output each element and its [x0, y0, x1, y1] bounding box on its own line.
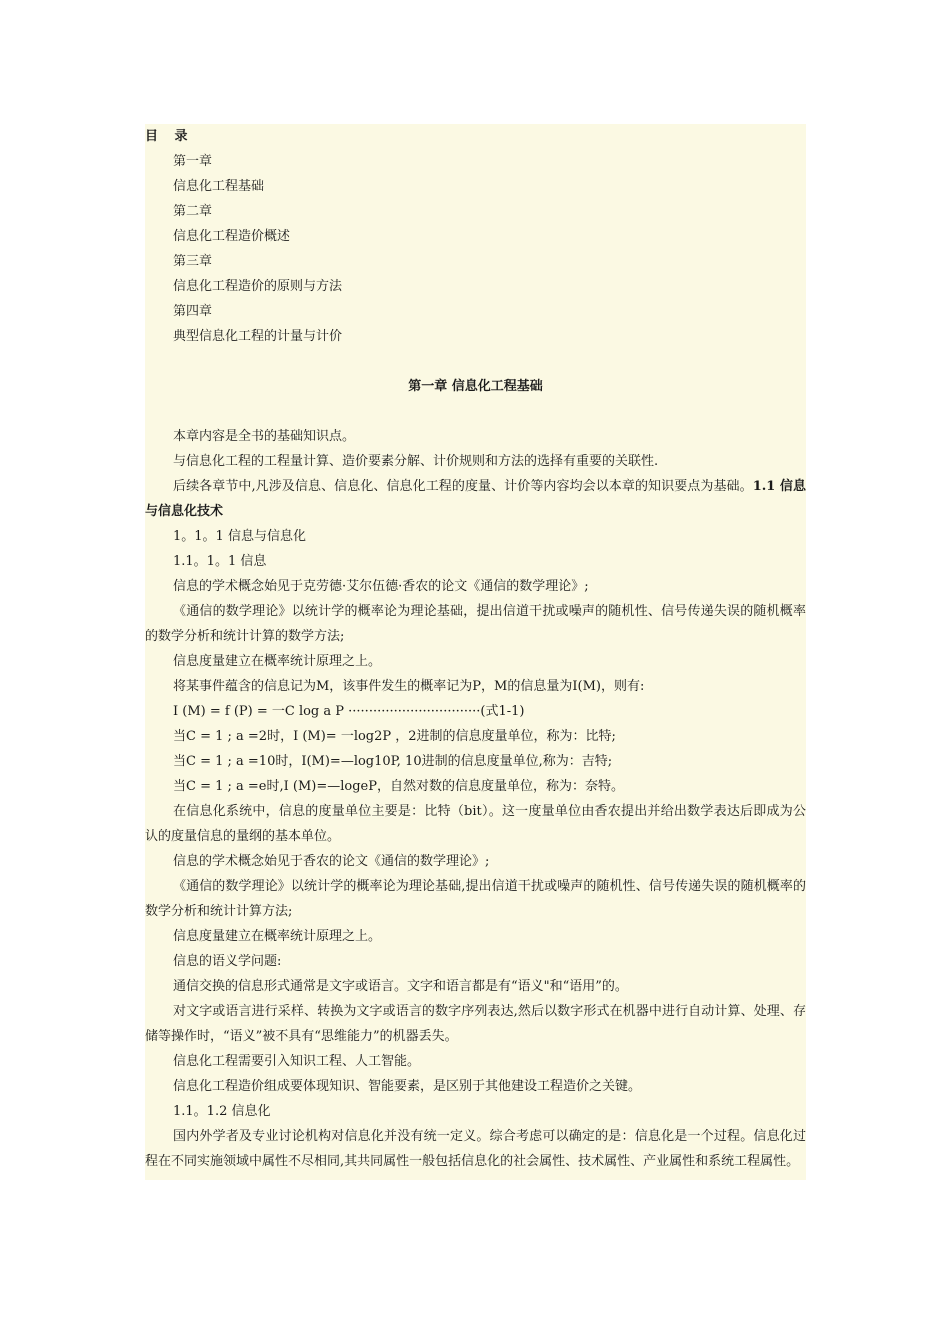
- section-heading: 1.1 信息与信息化技术: [145, 479, 806, 519]
- paragraph: 信息的语义学问题:: [173, 954, 282, 969]
- paragraph: 将某事件蕴含的信息记为M，该事件发生的概率记为P，M的信息量为I(M)，则有:: [173, 679, 645, 694]
- subsection-heading: 1。1。1 信息与信息化: [173, 529, 306, 544]
- paragraph: 《通信的数学理论》以统计学的概率论为理论基础，提出信道干扰或噪声的随机性、信号传递失误的随机概率的数学分析和统计计算的数学方法;: [145, 604, 806, 644]
- paragraph: 通信交换的信息形式通常是文字或语言。文字和语言都是有“语义"和“语用”的。: [173, 979, 628, 994]
- document-content: [145, 124, 806, 1180]
- chapter-title: 第一章 信息化工程基础: [408, 379, 543, 394]
- toc-item: 第三章: [173, 254, 213, 269]
- paragraph: 信息的学术概念始见于香农的论文《通信的数学理论》;: [173, 854, 490, 869]
- toc-item: 第二章: [173, 204, 213, 219]
- subsubsection-heading: 1.1。1.2 信息化: [173, 1104, 271, 1119]
- paragraph: 信息化工程造价组成要体现知识、智能要素，是区别于其他建设工程造价之关键。: [173, 1079, 642, 1094]
- toc-title: 目 录: [145, 129, 194, 144]
- paragraph: 当C = 1 ; a =2时，I (M)= 一log2P ，2进制的信息度量单位，称为：比特;: [173, 729, 616, 744]
- paragraph: [145, 474, 806, 524]
- paragraph: 信息度量建立在概率统计原理之上。: [173, 929, 382, 944]
- paragraph: 当C = 1 ; a =10时，I(M)=—log10P, 10进制的信息度量单位,称为：吉特;: [173, 754, 613, 769]
- formula: I (M) = f (P) = 一C log a P ································(式1-1): [173, 704, 525, 719]
- toc-item: 第四章: [173, 304, 213, 319]
- paragraph-text: 后续各章节中,凡涉及信息、信息化、信息化工程的度量、计价等内容均会以本章的知识要点为基础。: [173, 479, 753, 494]
- paragraph: 信息度量建立在概率统计原理之上。: [173, 654, 382, 669]
- paragraph: 《通信的数学理论》以统计学的概率论为理论基础,提出信道干扰或噪声的随机性、信号传递失误的随机概率的数学分析和统计计算方法;: [145, 879, 806, 919]
- paragraph: 对文字或语言进行采样、转换为文字或语言的数字序列表达,然后以数字形式在机器中进行自动计算、处理、存储等操作时，“语义”被不具有“思维能力”的机器丢失。: [145, 1004, 806, 1044]
- toc-item: 信息化工程造价概述: [173, 229, 291, 244]
- subsubsection-heading: 1.1。1。1 信息: [173, 554, 267, 569]
- paragraph: 在信息化系统中，信息的度量单位主要是：比特（bit）。这一度量单位由香农提出并给出数学表达后即成为公认的度量信息的量纲的基本单位。: [145, 804, 806, 844]
- toc-item: 信息化工程造价的原则与方法: [173, 279, 343, 294]
- paragraph: 当C = 1 ; a =e时,I (M)=—logeP，自然对数的信息度量单位，称为：奈特。: [173, 779, 624, 794]
- paragraph: 本章内容是全书的基础知识点。: [173, 429, 356, 444]
- toc-item: 信息化工程基础: [173, 179, 265, 194]
- paragraph: 国内外学者及专业讨论机构对信息化并没有统一定义。综合考虑可以确定的是：信息化是一个过程。信息化过程在不同实施领域中属性不尽相同,其共同属性一般包括信息化的社会属性、技术属性、产业属性和系统工程属性。: [145, 1129, 806, 1169]
- toc-item: 第一章: [173, 154, 213, 169]
- paragraph: 与信息化工程的工程量计算、造价要素分解、计价规则和方法的选择有重要的关联性.: [173, 454, 659, 469]
- paragraph: 信息的学术概念始见于克劳德·艾尔伍德·香农的论文《通信的数学理论》;: [173, 579, 589, 594]
- toc-item: 典型信息化工程的计量与计价: [173, 329, 343, 344]
- paragraph: 信息化工程需要引入知识工程、人工智能。: [173, 1054, 421, 1069]
